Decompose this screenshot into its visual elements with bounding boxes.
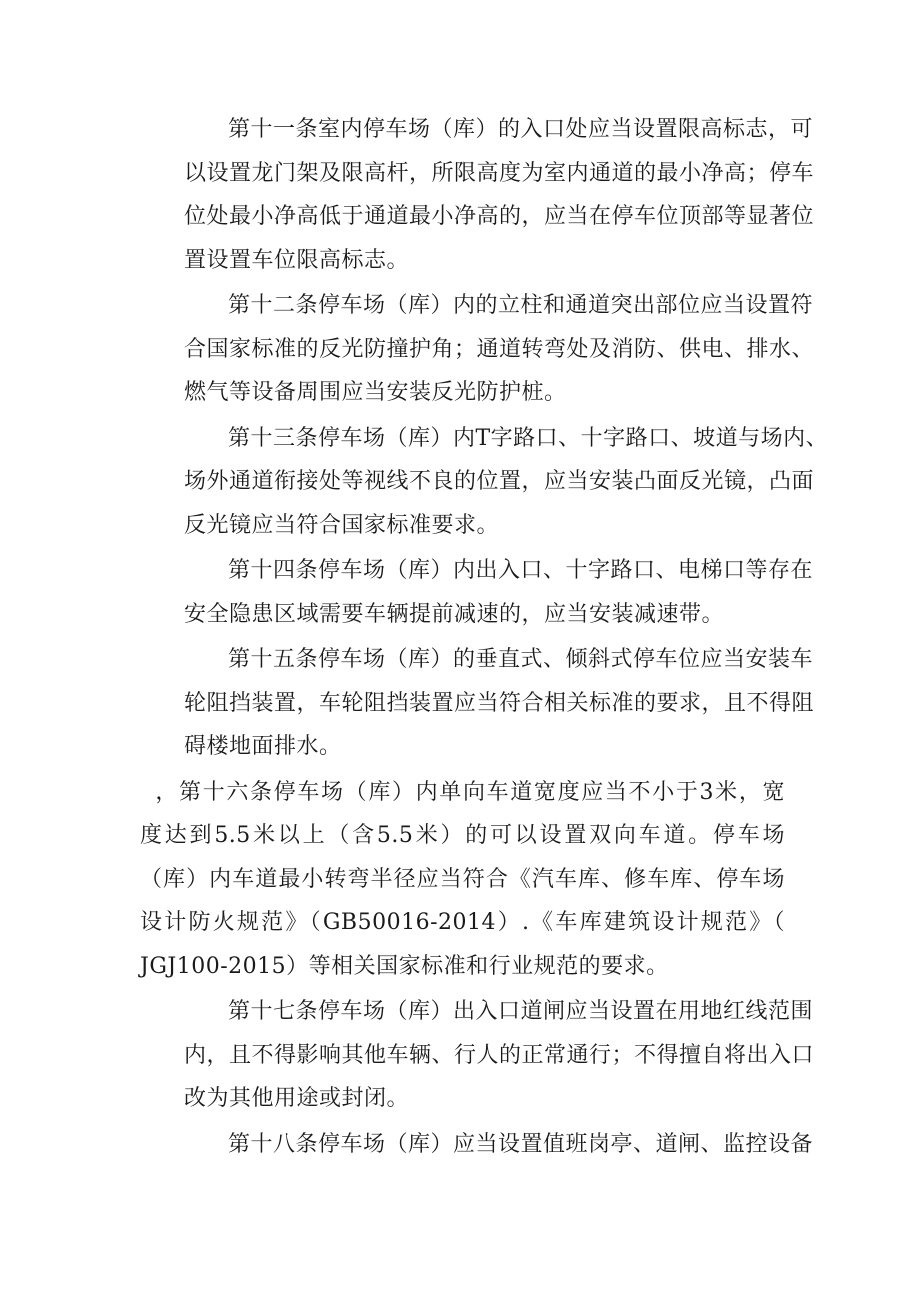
text-line: 安全隐患区域需要车辆提前减速的，应当安装减速带。 [184, 601, 725, 627]
text-line: JGJ100-2015）等相关国家标准和行业规范的要求。 [140, 953, 669, 979]
article-11 [140, 108, 815, 282]
text-line: 第十七条停车场（库）出入口道闸应当设置在用地红线范围 [228, 999, 814, 1024]
text-line: 第十四条停车场（库）内出入口、十字路口、电梯口等存在 [228, 558, 814, 583]
text-line: ，第十六条停车场（库）内单向车道宽度应当不小于3米，宽 [155, 779, 785, 805]
text-line: 设计防火规范》（GB50016-2014）.《车库建筑设计规范》（ [140, 910, 785, 935]
text-line: 第十一条室内停车场（库）的入口处应当设置限高标志，可 [228, 117, 814, 142]
text-line: 改为其他用途或封闭。 [184, 1086, 410, 1111]
text-line: 燃气等设备周围应当安装反光防护桩。 [184, 380, 567, 405]
text-line: 置设置车位限高标志。 [184, 247, 410, 273]
article-17 [140, 990, 815, 1121]
text-line: 以设置龙门架及限高杆，所限高度为室内通道的最小净高；停车 [184, 160, 815, 186]
text-line: 第十五条停车场（库）的垂直式、倾斜式停车位应当安装车 [228, 647, 814, 672]
article-16 [140, 771, 785, 989]
document-body [140, 108, 829, 1168]
text-line: 第十三条停车场（库）内T字路口、十字路口、坡道与场内、 [228, 425, 829, 451]
article-18 [140, 1123, 814, 1167]
text-line: 轮阻挡装置，车轮阻挡装置应当符合相关标准的要求，且不得阻 [184, 690, 815, 716]
text-line: 碍楼地面排水。 [184, 734, 342, 759]
text-line: 反光镜应当符合国家标准要求。 [184, 512, 500, 538]
article-13 [140, 417, 829, 548]
text-line: （库）内车道最小转弯半径应当符合《汽车库、修车库、停车场 [140, 866, 785, 892]
text-line: 内，且不得影响其他车辆、行人的正常通行；不得擅自将出入口 [184, 1042, 815, 1068]
article-14 [140, 549, 814, 636]
text-line: 第十二条停车场（库）内的立柱和通道突出部位应当设置符 [228, 293, 814, 318]
text-line: 合国家标准的反光防撞护角；通道转弯处及消防、供电、排水、 [184, 336, 815, 362]
text-line: 度达到5.5米以上（含5.5米）的可以设置双向车道。停车场 [140, 823, 785, 848]
article-12 [140, 284, 815, 415]
article-15 [140, 638, 815, 769]
text-line: 第十八条停车场（库）应当设置值班岗亭、道闸、监控设备 [228, 1131, 814, 1157]
text-line: 位处最小净高低于通道最小净高的，应当在停车位顶部等显著位 [184, 204, 815, 229]
text-line: 场外通道衔接处等视线不良的位置，应当安装凸面反光镜，凸面 [184, 469, 815, 494]
